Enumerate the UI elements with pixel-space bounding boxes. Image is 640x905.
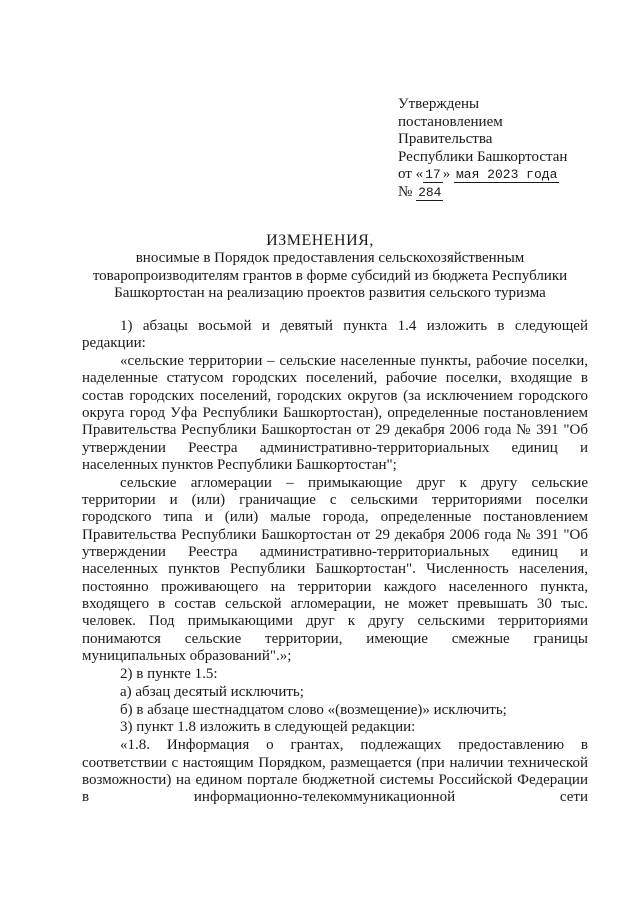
paragraph: «1.8. Информация о грантах, подлежащих предоставлению в соответствии с настоящим Порядком, размещается (при наличии технической возможности) на едином портале бюджетной системы Российской Федерации в информационно-телекоммуникационной сети [82,737,588,806]
approval-line: постановлением [398,113,503,130]
paragraph: 1) абзацы восьмой и девятый пункта 1.4 изложить в следующей редакции: [82,318,588,352]
paragraph: сельские агломерации – примыкающие друг к другу сельские территории и (или) граничащие с сельскими территориями поселки городского типа и (или) малые города, определенные постановлением Правительства Республики Башкортостан от 29 декабря 2006 года № 391 "Об утверждении Реестра административно-территориальных единиц и населенных пунктов Республики Башкортостан". Численность населения, постоянно проживающего на территории каждого населенного пункта, входящего в состав сельской агломерации, не может превышать 30 тыс. человек. Под примыкающими друг к другу сельскими территориями понимаются сельские территории, имеющие смежные границы муниципальных образований".»; [82,474,588,664]
paragraph: 2) в пункте 1.5: [120,665,218,682]
date-prefix: от « [398,166,424,183]
paragraph: «сельские территории – сельские населенные пункты, рабочие поселки, наделенные статусом городских поселений, рабочие поселки, входящие в состав городских поселений, городских округов (за исключением городского округа город Уфа Республики Башкортостан), определенные постановлением Правительства Республики Башкортостан от 29 декабря 2006 года № 391 "Об утверждении Реестра административно-территориальных единиц и населенных пунктов Республики Башкортостан"; [82,353,588,473]
number-value: 284 [418,184,442,200]
paragraph: б) в абзаце шестнадцатом слово «(возмещение)» исключить; [120,701,507,718]
date-rest: мая 2023 года [455,167,558,183]
approval-date [398,166,618,184]
number-prefix: № [398,183,413,200]
date-day: 17 [425,167,441,183]
paragraph: 3) пункт 1.8 изложить в следующей редакции: [120,719,416,736]
approval-line: Утверждены [398,96,480,112]
date-mid: » [442,166,451,183]
approval-line: Правительства [398,131,493,148]
document-subtitle: вносимые в Порядок предоставления сельскохозяйственным товаропроизводителям грантов в форме субсидий из бюджета Республики Башкортостан на реализацию проектов развития сельского туризма [92,250,568,302]
approval-line: Республики Башкортостан [398,148,568,165]
document-title: ИЗМЕНЕНИЯ, [266,232,374,249]
approval-stamp [398,96,618,202]
approval-number [398,184,618,202]
document-body [82,318,588,806]
paragraph: а) абзац десятый исключить; [120,683,304,700]
